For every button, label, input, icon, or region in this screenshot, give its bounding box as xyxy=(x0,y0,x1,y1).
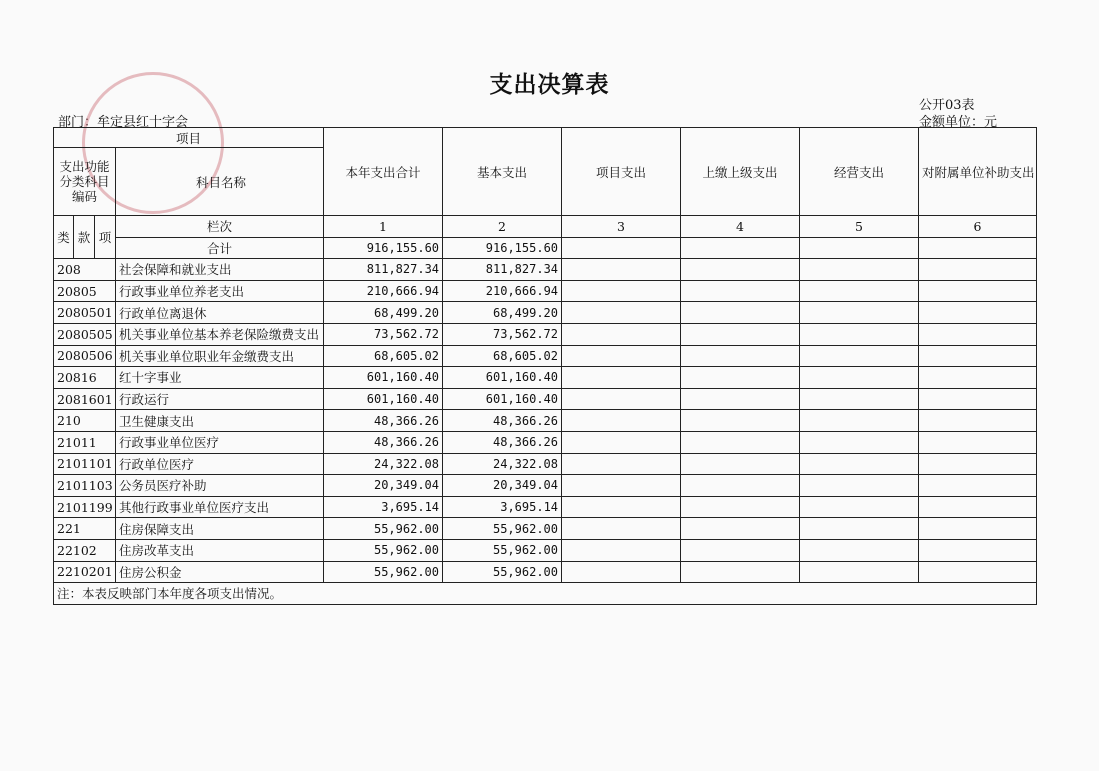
row-subsidy xyxy=(919,259,1037,281)
row-upper xyxy=(681,345,800,367)
table-row xyxy=(54,518,1037,540)
row-code: 2101103 xyxy=(54,475,116,497)
header-name-label: 科目名称 xyxy=(116,148,324,216)
row-year-total: 24,322.08 xyxy=(324,453,443,475)
row-upper xyxy=(681,280,800,302)
header-col-3: 项目支出 xyxy=(562,128,681,216)
note-row xyxy=(54,583,1037,605)
col-number-6: 6 xyxy=(919,216,1037,238)
row-basic: 601,160.40 xyxy=(443,388,562,410)
row-business xyxy=(800,475,919,497)
table-row xyxy=(54,496,1037,518)
row-business xyxy=(800,496,919,518)
row-subsidy xyxy=(919,539,1037,561)
table-row xyxy=(54,453,1037,475)
row-business xyxy=(800,561,919,583)
table-row xyxy=(54,539,1037,561)
row-name: 行政事业单位医疗 xyxy=(116,431,324,453)
row-name: 住房改革支出 xyxy=(116,539,324,561)
total-row xyxy=(54,237,1037,259)
row-basic: 24,322.08 xyxy=(443,453,562,475)
row-name: 社会保障和就业支出 xyxy=(116,259,324,281)
row-basic: 48,366.26 xyxy=(443,410,562,432)
row-project xyxy=(562,323,681,345)
row-business xyxy=(800,345,919,367)
row-name: 行政事业单位养老支出 xyxy=(116,280,324,302)
header-col-2: 基本支出 xyxy=(443,128,562,216)
col-number-4: 4 xyxy=(681,216,800,238)
table-row xyxy=(54,431,1037,453)
row-upper xyxy=(681,388,800,410)
row-basic: 55,962.00 xyxy=(443,518,562,540)
row-basic: 55,962.00 xyxy=(443,561,562,583)
row-basic: 601,160.40 xyxy=(443,367,562,389)
row-name: 行政单位离退休 xyxy=(116,302,324,324)
header-xiang: 项 xyxy=(95,216,116,259)
table-note: 注：本表反映部门本年度各项支出情况。 xyxy=(54,583,1037,605)
row-year-total: 48,366.26 xyxy=(324,431,443,453)
row-upper xyxy=(681,518,800,540)
row-basic: 48,366.26 xyxy=(443,431,562,453)
header-row-colno xyxy=(54,216,1037,238)
row-subsidy xyxy=(919,302,1037,324)
header-col-5: 经营支出 xyxy=(800,128,919,216)
row-name: 卫生健康支出 xyxy=(116,410,324,432)
row-business xyxy=(800,431,919,453)
department-label: 部门：牟定县红十字会 xyxy=(58,115,189,130)
row-code: 2080501 xyxy=(54,302,116,324)
row-project xyxy=(562,259,681,281)
row-subsidy xyxy=(919,388,1037,410)
row-upper xyxy=(681,410,800,432)
row-business xyxy=(800,410,919,432)
col-number-5: 5 xyxy=(800,216,919,238)
header-code-label: 支出功能分类科目编码 xyxy=(54,148,116,216)
total-label: 合计 xyxy=(116,237,324,259)
row-project xyxy=(562,410,681,432)
table-row xyxy=(54,302,1037,324)
row-basic: 68,605.02 xyxy=(443,345,562,367)
row-subsidy xyxy=(919,323,1037,345)
table-row xyxy=(54,367,1037,389)
header-col-row-label: 栏次 xyxy=(116,216,324,238)
row-basic: 210,666.94 xyxy=(443,280,562,302)
row-code: 20816 xyxy=(54,367,116,389)
row-upper xyxy=(681,302,800,324)
row-upper xyxy=(681,561,800,583)
row-subsidy xyxy=(919,280,1037,302)
table-row xyxy=(54,388,1037,410)
page-title: 支出决算表 xyxy=(489,72,610,98)
row-code: 2101101 xyxy=(54,453,116,475)
row-project xyxy=(562,431,681,453)
table-row xyxy=(54,280,1037,302)
row-project xyxy=(562,539,681,561)
row-name: 住房保障支出 xyxy=(116,518,324,540)
row-name: 住房公积金 xyxy=(116,561,324,583)
row-name: 红十字事业 xyxy=(116,367,324,389)
row-year-total: 55,962.00 xyxy=(324,539,443,561)
row-project xyxy=(562,453,681,475)
table-row xyxy=(54,561,1037,583)
row-basic: 20,349.04 xyxy=(443,475,562,497)
row-name: 行政单位医疗 xyxy=(116,453,324,475)
row-business xyxy=(800,302,919,324)
row-code: 2080506 xyxy=(54,345,116,367)
total-year: 916,155.60 xyxy=(324,237,443,259)
row-code: 21011 xyxy=(54,431,116,453)
row-upper xyxy=(681,496,800,518)
row-subsidy xyxy=(919,345,1037,367)
row-year-total: 55,962.00 xyxy=(324,561,443,583)
row-year-total: 68,499.20 xyxy=(324,302,443,324)
row-year-total: 20,349.04 xyxy=(324,475,443,497)
row-name: 公务员医疗补助 xyxy=(116,475,324,497)
row-year-total: 55,962.00 xyxy=(324,518,443,540)
row-year-total: 210,666.94 xyxy=(324,280,443,302)
row-name: 其他行政事业单位医疗支出 xyxy=(116,496,324,518)
row-basic: 3,695.14 xyxy=(443,496,562,518)
row-business xyxy=(800,323,919,345)
row-name: 机关事业单位职业年金缴费支出 xyxy=(116,345,324,367)
row-upper xyxy=(681,367,800,389)
form-info xyxy=(919,97,997,131)
row-code: 210 xyxy=(54,410,116,432)
table-row xyxy=(54,345,1037,367)
row-project xyxy=(562,280,681,302)
row-year-total: 601,160.40 xyxy=(324,388,443,410)
row-basic: 68,499.20 xyxy=(443,302,562,324)
col-number-1: 1 xyxy=(324,216,443,238)
table-row xyxy=(54,259,1037,281)
row-basic: 811,827.34 xyxy=(443,259,562,281)
row-upper xyxy=(681,259,800,281)
row-subsidy xyxy=(919,453,1037,475)
row-project xyxy=(562,345,681,367)
row-basic: 55,962.00 xyxy=(443,539,562,561)
row-upper xyxy=(681,431,800,453)
row-code: 2081601 xyxy=(54,388,116,410)
row-year-total: 601,160.40 xyxy=(324,367,443,389)
row-business xyxy=(800,518,919,540)
col-number-3: 3 xyxy=(562,216,681,238)
row-subsidy xyxy=(919,367,1037,389)
row-subsidy xyxy=(919,475,1037,497)
total-basic: 916,155.60 xyxy=(443,237,562,259)
row-year-total: 73,562.72 xyxy=(324,323,443,345)
table-row xyxy=(54,410,1037,432)
row-business xyxy=(800,280,919,302)
amount-unit: 金额单位：元 xyxy=(919,115,998,130)
header-item: 项目 xyxy=(54,128,324,148)
row-code: 208 xyxy=(54,259,116,281)
row-business xyxy=(800,388,919,410)
row-upper xyxy=(681,475,800,497)
row-subsidy xyxy=(919,561,1037,583)
row-name: 机关事业单位基本养老保险缴费支出 xyxy=(116,323,324,345)
row-subsidy xyxy=(919,431,1037,453)
col-number-2: 2 xyxy=(443,216,562,238)
table-row xyxy=(54,323,1037,345)
header-col-6: 对附属单位补助支出 xyxy=(919,128,1037,216)
row-upper xyxy=(681,539,800,561)
row-code: 2101199 xyxy=(54,496,116,518)
form-number: 公开03表 xyxy=(919,98,975,113)
header-col-1: 本年支出合计 xyxy=(324,128,443,216)
row-subsidy xyxy=(919,496,1037,518)
row-upper xyxy=(681,453,800,475)
row-name: 行政运行 xyxy=(116,388,324,410)
header-row-item xyxy=(54,128,1037,148)
row-project xyxy=(562,561,681,583)
table-row xyxy=(54,475,1037,497)
row-business xyxy=(800,259,919,281)
row-year-total: 811,827.34 xyxy=(324,259,443,281)
row-subsidy xyxy=(919,410,1037,432)
header-col-4: 上缴上级支出 xyxy=(681,128,800,216)
row-project xyxy=(562,388,681,410)
row-project xyxy=(562,518,681,540)
row-upper xyxy=(681,323,800,345)
row-code: 22102 xyxy=(54,539,116,561)
row-project xyxy=(562,475,681,497)
expenditure-table xyxy=(53,127,1037,605)
row-business xyxy=(800,453,919,475)
header-lei: 类 xyxy=(54,216,74,259)
row-code: 2210201 xyxy=(54,561,116,583)
row-year-total: 3,695.14 xyxy=(324,496,443,518)
row-business xyxy=(800,539,919,561)
row-business xyxy=(800,367,919,389)
row-year-total: 48,366.26 xyxy=(324,410,443,432)
row-code: 2080505 xyxy=(54,323,116,345)
row-project xyxy=(562,496,681,518)
row-basic: 73,562.72 xyxy=(443,323,562,345)
row-year-total: 68,605.02 xyxy=(324,345,443,367)
header-kuan: 款 xyxy=(74,216,95,259)
row-project xyxy=(562,367,681,389)
row-code: 20805 xyxy=(54,280,116,302)
row-subsidy xyxy=(919,518,1037,540)
row-project xyxy=(562,302,681,324)
row-code: 221 xyxy=(54,518,116,540)
